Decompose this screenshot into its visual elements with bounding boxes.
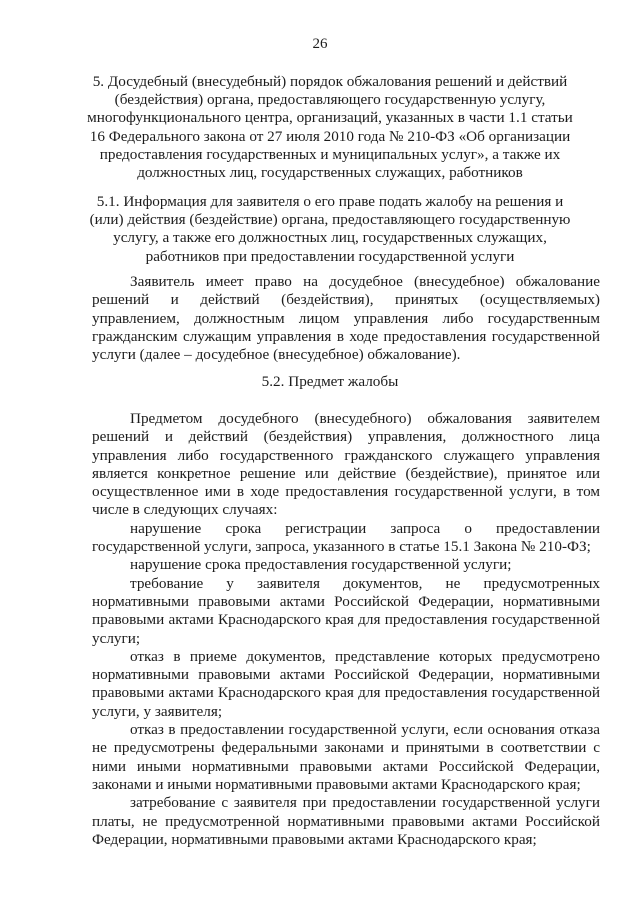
list-item: нарушение срока регистрации запроса о предоставлении государственной услуги, запроса, указанного в статье 15.1 Закона № 210-ФЗ;: [92, 519, 600, 556]
section-5-1-body: [92, 273, 600, 364]
section-5-2-body: [92, 410, 600, 849]
list-item: отказ в приеме документов, представление которых предусмотрено нормативными правовыми актами Российской Федерации, нормативными правовыми актами Краснодарского края для предоставления государственной услуги, у заявителя;: [92, 647, 600, 720]
section-5-1-heading: 5.1. Информация для заявителя о его праве подать жалобу на решения и (или) действия (бездействие) органа, предоставляющего государственную услугу, а также его должностных лиц, государственных служащих, работников при предоставлении государственной услуги: [89, 193, 571, 265]
body-paragraph: Предметом досудебного (внесудебного) обжалования заявителем решений и действий (бездействия) управления, должностного лица управления либо государственного гражданского служащего управления является конкретное решение или действие (бездействие), принятое или осуществленное ими в ходе предоставления государственной услуги, в том числе в следующих случаях:: [92, 410, 600, 519]
list-item: требование у заявителя документов, не предусмотренных нормативными правовыми актами Российской Федерации, нормативными правовыми актами Краснодарского края для предоставления государственной услуги;: [92, 574, 600, 647]
list-item: затребование с заявителя при предоставлении государственной услуги платы, не предусмотренной нормативными правовыми актами Российской Федерации, нормативными правовыми актами Краснодарского края;: [92, 794, 600, 848]
section-5-2-heading: 5.2. Предмет жалобы: [261, 373, 399, 390]
page-number: 26: [312, 36, 328, 52]
body-paragraph: Заявитель имеет право на досудебное (внесудебное) обжалование решений и действий (бездействия), принятых (осуществляемых) управлением, должностным лицом управления либо государственным гражданским служащим управления в ходе предоставления государственной услуги (далее – досудебное (внесудебное) обжалование).: [92, 273, 600, 364]
list-item: нарушение срока предоставления государственной услуги;: [130, 556, 512, 574]
list-item: отказ в предоставлении государственной услуги, если основания отказа не предусмотрены федеральными законами и принятыми в соответствии с ними иными нормативными правовыми актами Российской Федерации, законами и иными нормативными правовыми актами Краснодарского края;: [92, 721, 600, 793]
section-5-heading: 5. Досудебный (внесудебный) порядок обжалования решений и действий (бездействия) органа, предоставляющего государственную услугу, многофункционального центра, организаций, указанных в части 1.1 статьи 16 Федерального закона от 27 июля 2010 года № 210-ФЗ «Об организации предоставления государственных и муниципальных услуг», а также их должностных лиц, государственных служащих, работников: [87, 73, 573, 182]
